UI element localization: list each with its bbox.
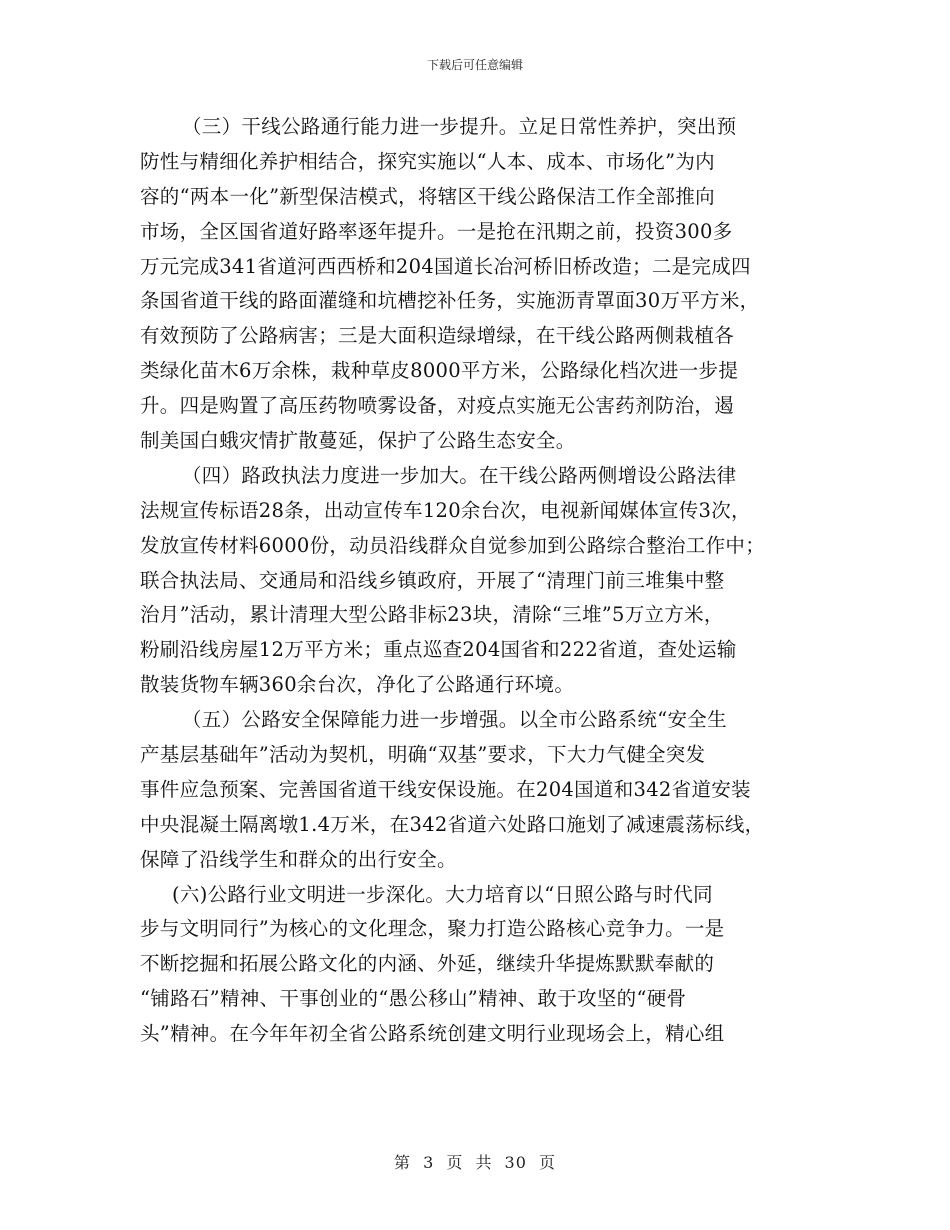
text-line: 粉刷沿线房屋12万平方米；重点巡查204国省和222省道，查处运输 [140,638,737,662]
text-line: （五）公路安全保障能力进一步增强。以全市公路系统“安全生 [182,708,727,732]
text-line: 防性与精细化养护相结合，探究实施以“人本、成本、市场化”为内 [140,149,715,173]
text-line: 头”精神。在今年年初全省公路系统创建文明行业现场会上，精心组 [140,1022,725,1046]
paragraph-four [140,459,830,703]
text-line: 类绿化苗木6万余株，栽种草皮8000平方米，公路绿化档次进一步提 [140,359,739,383]
text-line: 升。四是购置了高压药物喷雾设备，对疫点实施无公害药剂防治，遏 [140,394,735,418]
text-line: (六)公路行业文明进一步深化。大力培育以“日照公路与时代同 [172,882,713,906]
text-line: 步与文明同行”为核心的文化理念，聚力打造公路核心竞争力。一是 [140,917,725,941]
text-line: 联合执法局、交通局和沿线乡镇政府，开展了“清理门前三堆集中整 [140,568,725,592]
text-line: 保障了沿线学生和群众的出行安全。 [140,847,457,871]
text-line: 条国省道干线的路面灌缝和坑槽挖补任务，实施沥青罩面30万平方米， [140,289,760,313]
text-line: 市场，全区国省道好路率逐年提升。一是抢在汛期之前，投资300多 [140,219,733,243]
text-line: 中央混凝土隔离墩1.4万米，在342省道六处路口施划了减速震荡标线， [140,812,765,836]
text-line: 有效预防了公路病害；三是大面积造绿增绿，在干线公路两侧栽植各 [140,324,735,348]
page-header: 下载后可任意编辑 [426,58,523,72]
paragraph-six [140,878,830,1052]
document-body [140,110,830,1052]
text-line: 不断挖掘和拓展公路文化的内涵、外延，继续升华提炼默默奉献的 [140,952,715,976]
text-line: 容的“两本一化”新型保洁模式，将辖区干线公路保洁工作全部推向 [140,184,715,208]
text-line: 发放宣传材料6000份，动员沿线群众自觉参加到公路综合整治工作中； [140,533,766,557]
paragraph-five [140,703,830,877]
page-number-footer: 第 3 页 共 30 页 [394,1153,556,1172]
text-line: “铺路石”精神、干事创业的“愚公移山”精神、敢于攻坚的“硬骨 [140,987,687,1011]
text-line: 产基层基础年”活动为契机，明确“双基”要求，下大力气健全突发 [140,743,706,767]
text-line: （四）路政执法力度进一步加大。在干线公路两侧增设公路法律 [182,463,737,487]
text-line: 法规宣传标语28条，出动宣传车120余台次，电视新闻媒体宣传3次， [140,498,751,522]
text-line: 制美国白蛾灾情扩散蔓延，保护了公路生态安全。 [140,429,576,453]
text-line: 治月”活动，累计清理大型公路非标23块，清除“三堆”5万立方米， [140,603,724,627]
text-line: 散装货物车辆360余台次，净化了公路通行环境。 [140,673,575,697]
text-line: （三）干线公路通行能力进一步提升。立足日常性养护，突出预 [182,115,737,138]
paragraph-three [140,110,830,459]
text-line: 万元完成341省道河西西桥和204国道长冶河桥旧桥改造；二是完成四 [140,254,751,278]
text-line: 事件应急预案、完善国省道干线安保设施。在204国道和342省道安装 [140,777,751,801]
